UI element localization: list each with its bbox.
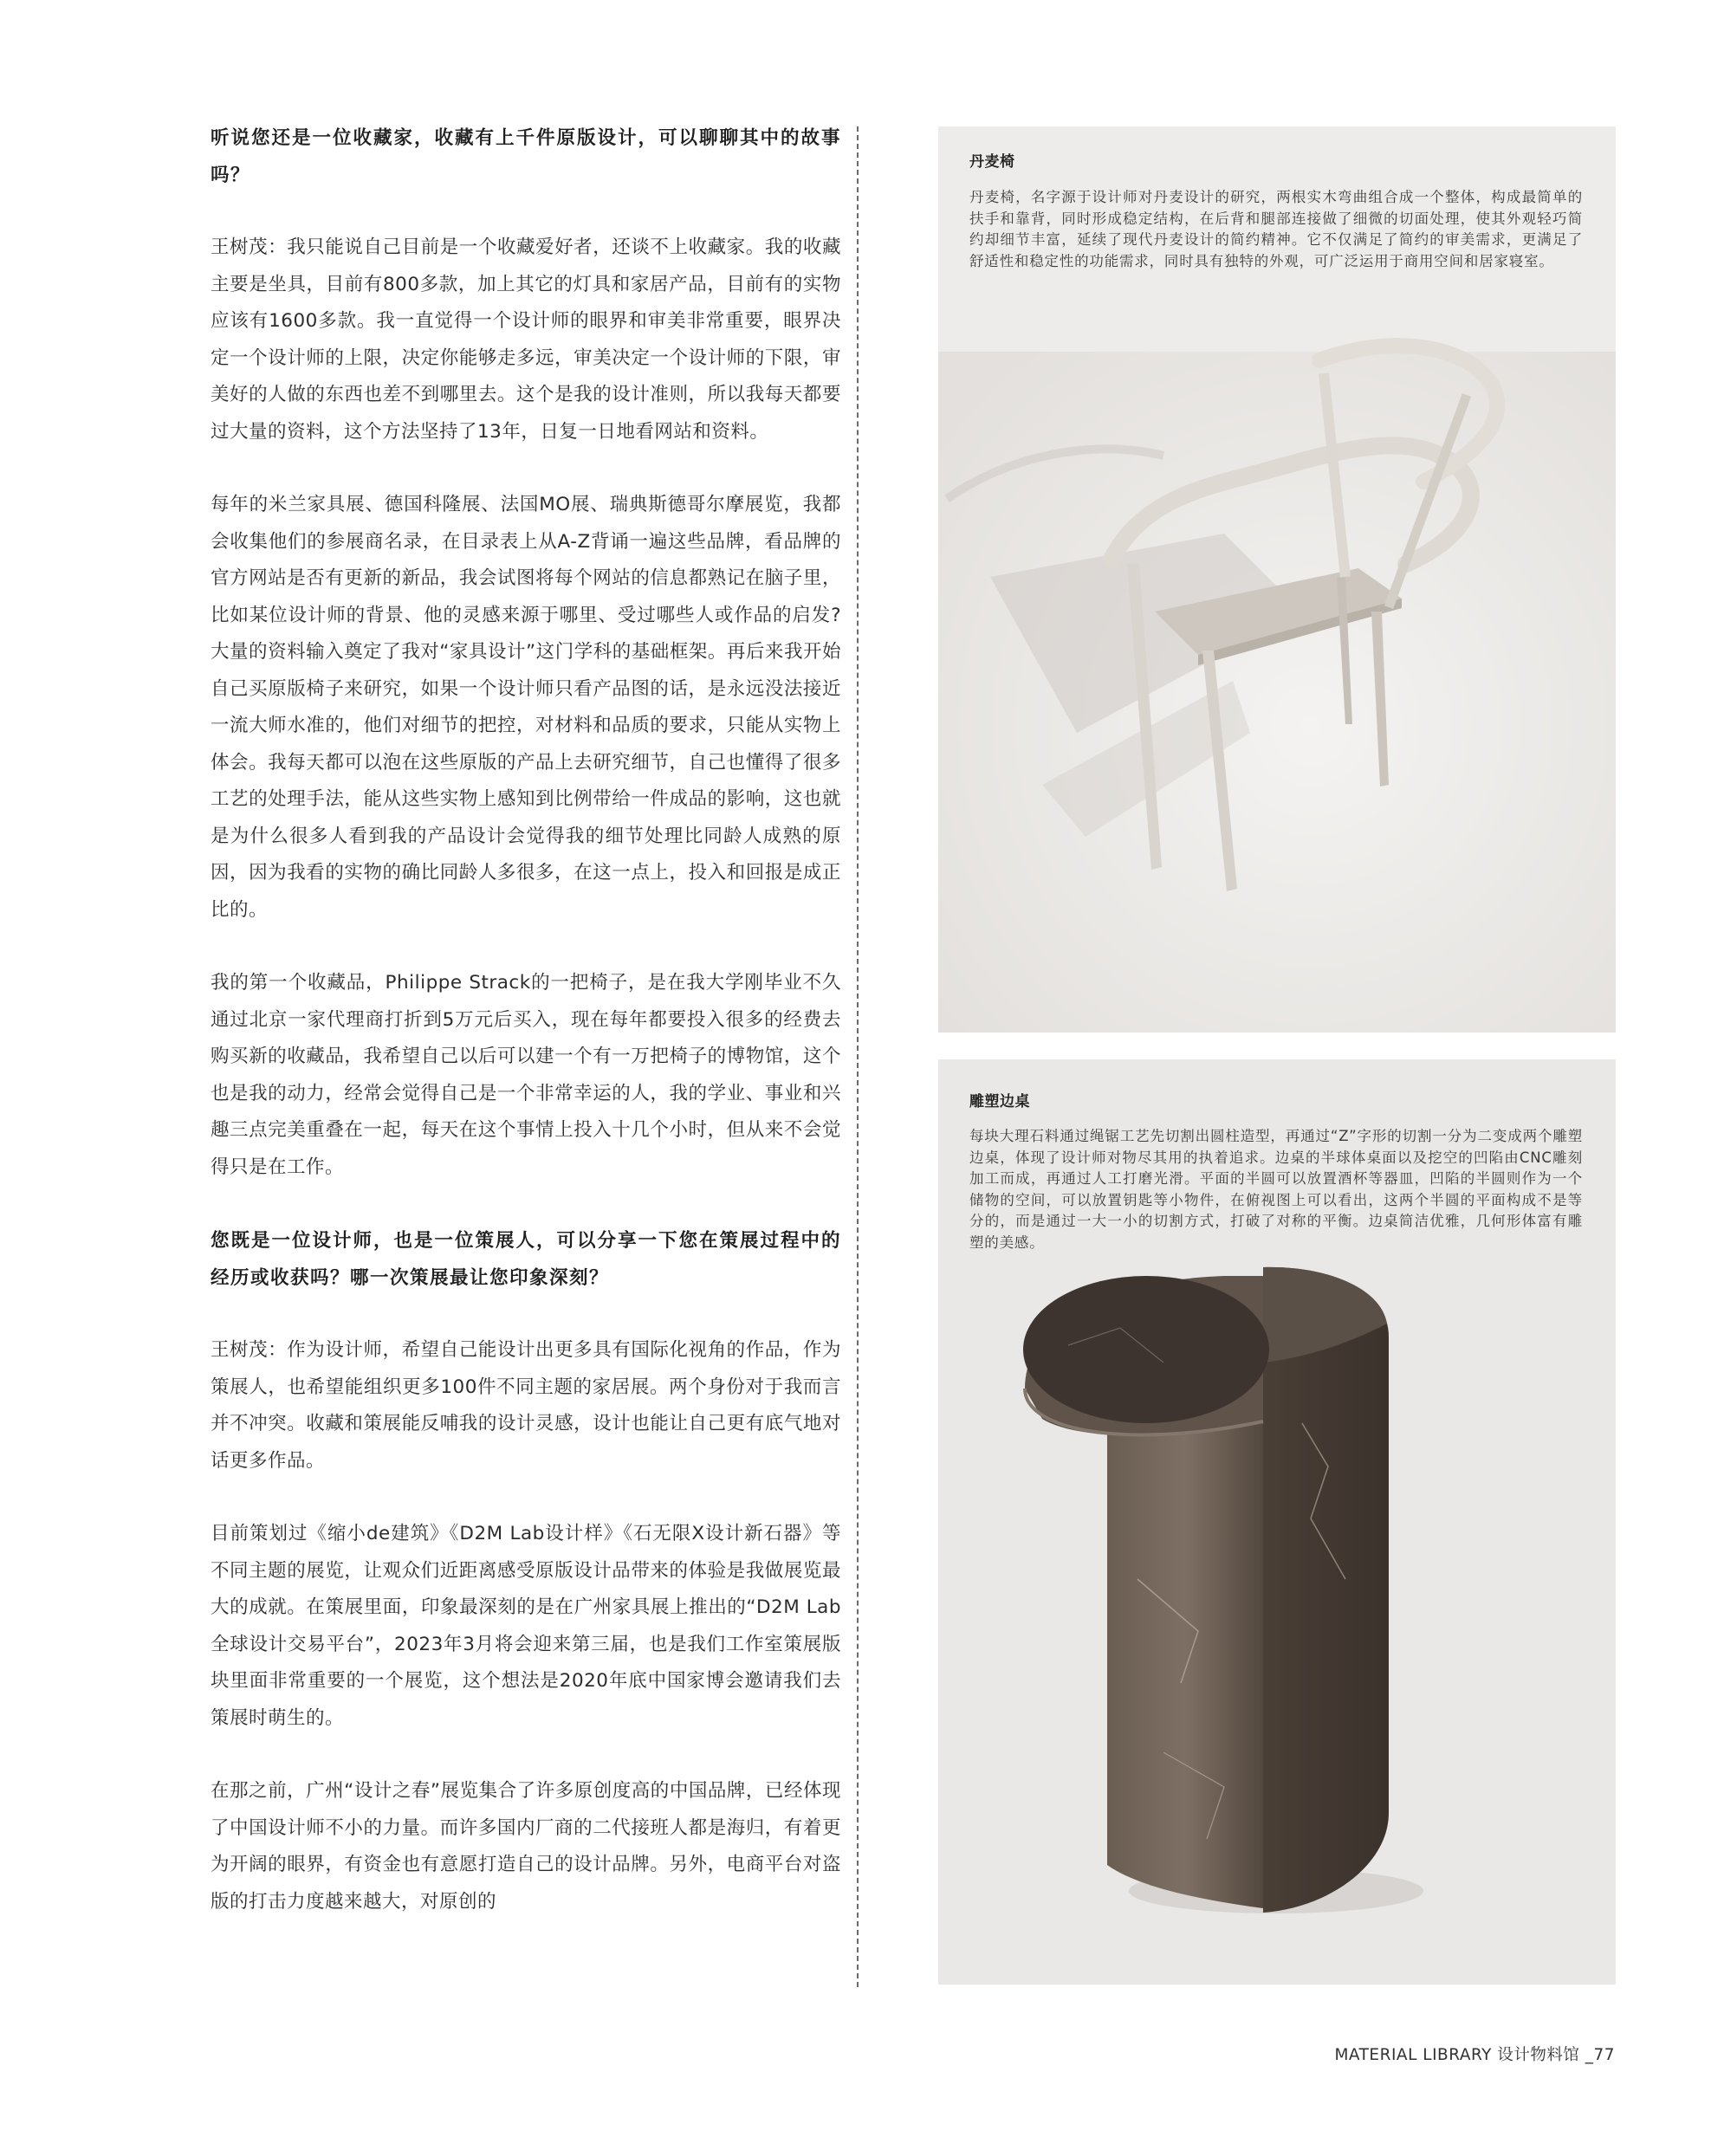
answer-paragraph-6: 在那之前，广州“设计之春”展览集合了许多原创度高的中国品牌，已经体现了中国设计师不小的力量。而许多国内厂商的二代接班人都是海归，有着更为开阔的眼界，有资金也有意愿打造自己的设计品牌。另外，电商平台对盗版的打击力度越来越大，对原创的 [211,1780,841,1913]
chair-caption-title: 丹麦椅 [969,153,1015,171]
answer-paragraph-3: 我的第一个收藏品，Philippe Strack的一把椅子，是在我大学刚毕业不久通过北京一家代理商打折到5万元后买入，现在每年都要投入很多的经费去购买新的收藏品，我希望自己以后可以建一个有一万把椅子的博物馆，这个也是我的动力，经常会觉得自己是一个非常幸运的人，我的学业、事业和兴趣三点完美重叠在一起，每天在这个事情上投入十几个小时，但从来不会觉得只是在工作。 [211,972,841,1178]
table-caption-title: 雕塑边桌 [969,1093,1030,1110]
danish-chair-image [938,126,1616,1033]
answer-paragraph-4: 王树茂：作为设计师，希望自己能设计出更多具有国际化视角的作品，作为策展人，也希望能组织更多100件不同主题的家居展。两个身份对于我而言并不冲突。收藏和策展能反哺我的设计灵感，设计也能让自己更有底气地对话更多作品。 [211,1339,841,1472]
answer-paragraph-1: 王树茂：我只能说自己目前是一个收藏爱好者，还谈不上收藏家。我的收藏主要是坐具，目前有800多款，加上其它的灯具和家居产品，目前有的实物应该有1600多款。我一直觉得一个设计师的眼界和审美非常重要，眼界决定一个设计师的上限，决定你能够走多远，审美决定一个设计师的下限，审美好的人做的东西也差不到哪里去。这个是我的设计准则，所以我每天都要过大量的资料，这个方法坚持了13年，日复一日地看网站和资料。 [211,236,841,443]
table-photo-panel [938,1059,1616,1984]
answer-paragraph-2: 每年的米兰家具展、德国科隆展、法国MO展、瑞典斯德哥尔摩展览，我都会收集他们的参展商名录，在目录表上从A-Z背诵一遍这些品牌，看品牌的官方网站是否有更新的新品，我会试图将每个网站的信息都熟记在脑子里，比如某位设计师的背景、他的灵感来源于哪里、受过哪些人或作品的启发?大量的资料输入奠定了我对“家具设计”这门学科的基础框架。再后来我开始自己买原版椅子来研究，如果一个设计师只看产品图的话，是永远没法接近一流大师水准的，他们对细节的把控，对材料和品质的要求，只能从实物上体会。我每天都可以泡在这些原版的产品上去研究细节，自己也懂得了很多工艺的处理手法，能从这些实物上感知到比例带给一件成品的影响，这也就是为什么很多人看到我的产品设计会觉得我的细节处理比同龄人成熟的原因，因为我看的实物的确比同龄人多很多，在这一点上，投入和回报是成正比的。 [211,494,841,921]
sculptural-side-table-image [938,1059,1616,1984]
column-divider [857,126,859,1987]
article-column [211,120,841,1957]
chair-caption-text: 丹麦椅，名字源于设计师对丹麦设计的研究，两根实木弯曲组合成一个整体，构成最简单的扶手和靠背，同时形成稳定结构，在后背和腿部连接做了细微的切面处理，使其外观轻巧简约却细节丰富，延续了现代丹麦设计的简约精神。它不仅满足了简约的审美需求，更满足了舒适性和稳定性的功能需求，同时具有独特的外观，可广泛运用于商用空间和居家寝室。 [969,189,1583,269]
chair-photo-panel [938,126,1616,1033]
answer-paragraph-5: 目前策划过《缩小de建筑》《D2M Lab设计样》《石无限X设计新石器》等不同主题的展览，让观众们近距离感受原版设计品带来的体验是我做展览最大的成就。在策展里面，印象最深刻的是在广州家具展上推出的“D2M Lab全球设计交易平台”，2023年3月将会迎来第三届，也是我们工作室策展版块里面非常重要的一个展览，这个想法是2020年底中国家博会邀请我们去策展时萌生的。 [211,1523,841,1729]
table-caption-text: 每块大理石料通过绳锯工艺先切割出圆柱造型，再通过“Z”字形的切割一分为二变成两个雕塑边桌，体现了设计师对物尽其用的执着追求。边桌的半球体桌面以及挖空的凹陷由CNC雕刻加工而成，再通过人工打磨光滑。平面的半圆可以放置酒杯等器皿，凹陷的半圆则作为一个储物的空间，可以放置钥匙等小物件，在俯视图上可以看出，这两个半圆的平面构成不是等分的，而是通过一大一小的切割方式，打破了对称的平衡。边桌简洁优雅，几何形体富有雕塑的美感。 [969,1128,1583,1251]
interview-question-2: 您既是一位设计师，也是一位策展人，可以分享一下您在策展过程中的经历或收获吗？哪一次策展最让您印象深刻？ [211,1230,841,1289]
interview-question-1: 听说您还是一位收藏家，收藏有上千件原版设计，可以聊聊其中的故事吗？ [211,127,841,186]
page-footer: MATERIAL LIBRARY 设计物料馆 _77 [1334,2046,1615,2064]
